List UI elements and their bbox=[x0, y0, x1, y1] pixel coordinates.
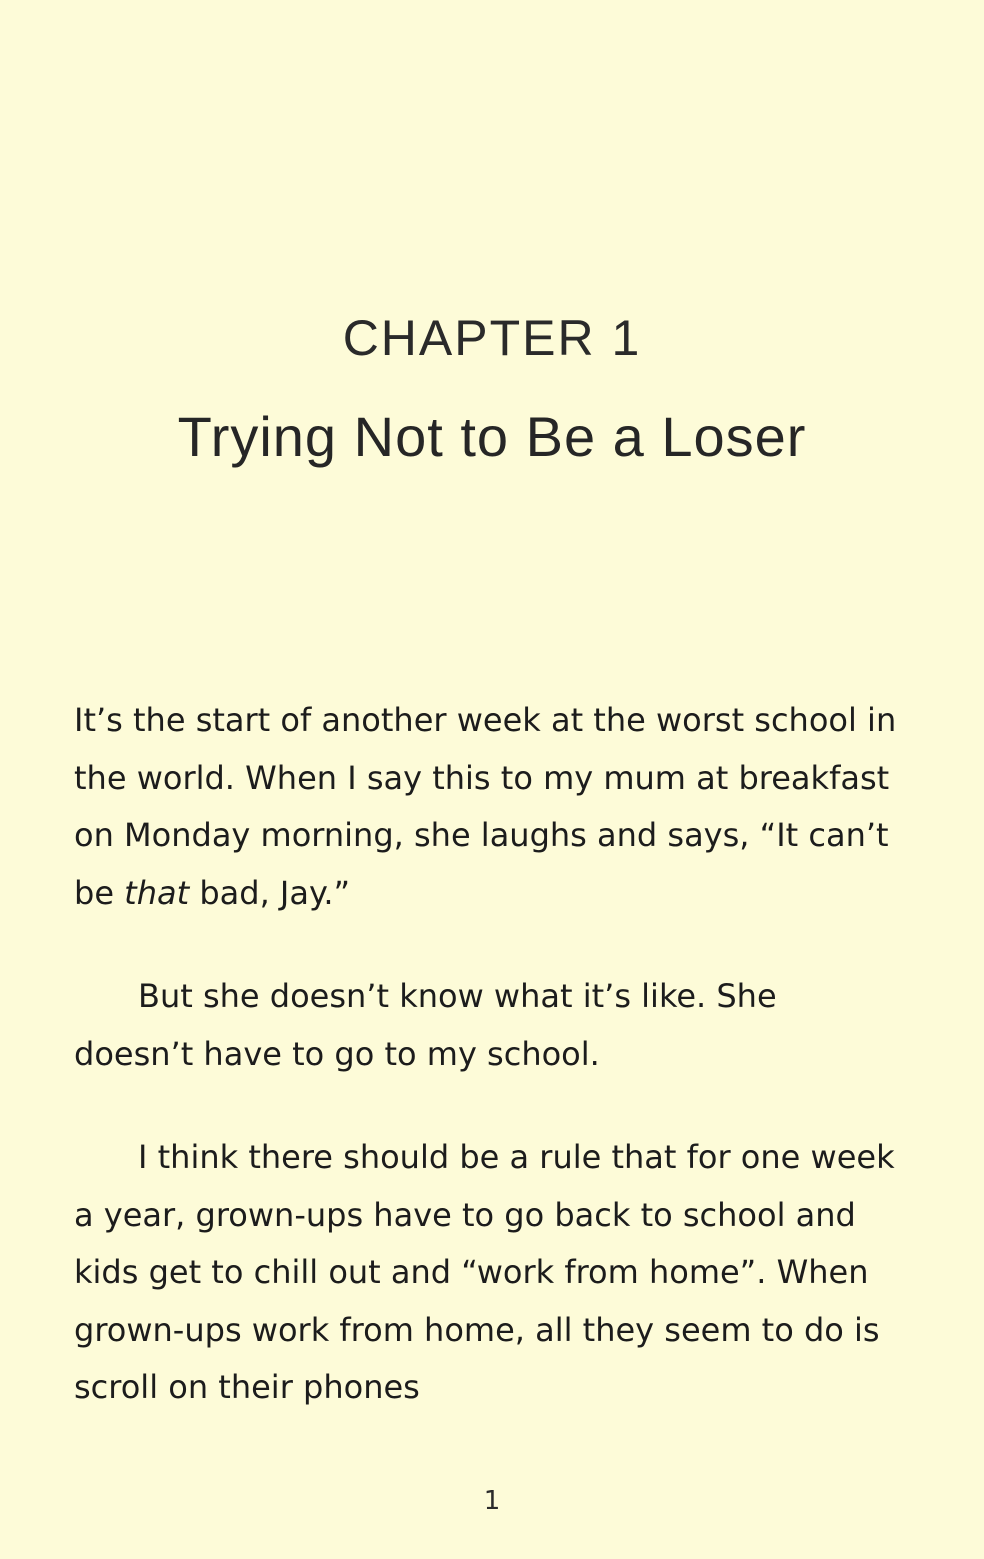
page-number: 1 bbox=[483, 1486, 501, 1516]
paragraph-3: I think there should be a rule that for one week a year, grown-ups have to go back to school and kids get to chill out and “work from home”. When grown-ups work from home, all they seem to do is scroll on their phones bbox=[74, 1138, 895, 1406]
chapter-body bbox=[74, 692, 904, 1463]
paragraph-1-text-end: bad, Jay.” bbox=[189, 873, 351, 912]
paragraph-2: But she doesn’t know what it’s like. She doesn’t have to go to my school. bbox=[74, 977, 777, 1073]
paragraph-1-emphasis: that bbox=[124, 873, 190, 912]
paragraph-1-text: It’s the start of another week at the worst school in the world. When I say this to my mum at breakfast on Monday morning, she laughs and says, “It can’t be bbox=[74, 701, 897, 912]
paragraph-1 bbox=[74, 692, 904, 922]
chapter-label: CHAPTER 1 bbox=[342, 310, 642, 366]
chapter-title: Trying Not to Be a Loser bbox=[177, 405, 807, 468]
